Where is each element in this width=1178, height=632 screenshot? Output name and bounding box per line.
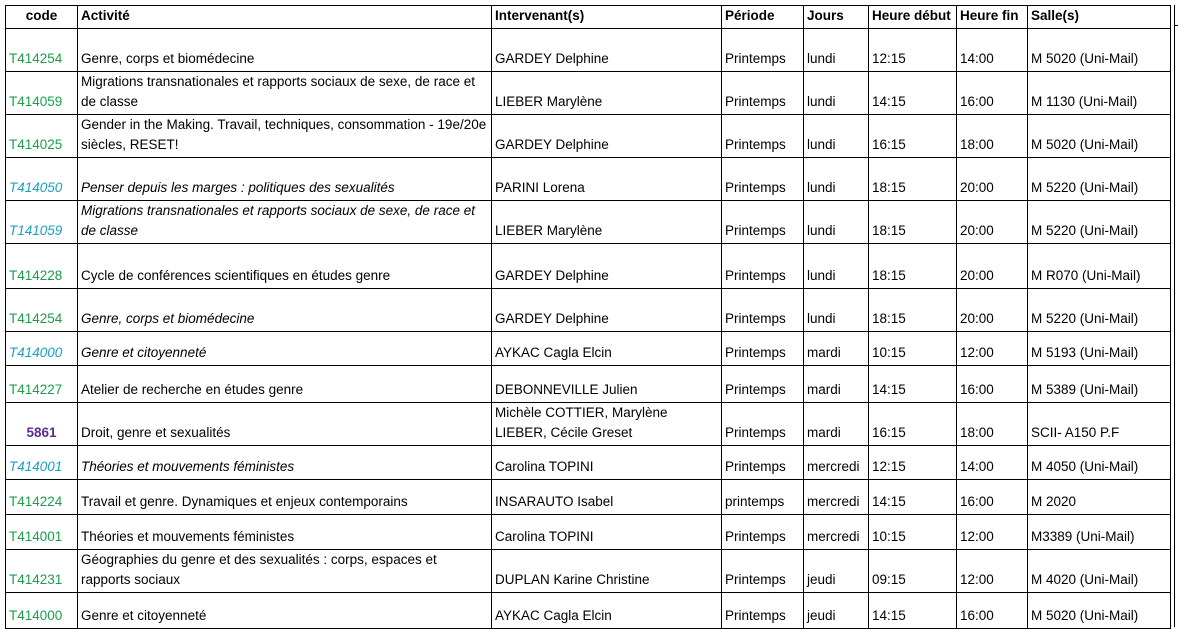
header-heure-fin[interactable]: Heure fin xyxy=(957,6,1028,29)
cell-intervenant[interactable]: Carolina TOPINI xyxy=(492,446,722,480)
cell-heure-fin[interactable]: 16:00 xyxy=(957,480,1028,515)
table-row xyxy=(6,115,1171,158)
cell-periode[interactable]: Printemps xyxy=(722,550,804,593)
cell-periode[interactable]: Printemps xyxy=(722,201,804,244)
cell-heure-debut[interactable]: 12:15 xyxy=(869,29,957,72)
cell-periode[interactable]: Printemps xyxy=(722,366,804,403)
table-row xyxy=(6,289,1171,332)
cell-periode[interactable]: Printemps xyxy=(722,289,804,332)
table-row xyxy=(6,593,1171,629)
cell-salle[interactable]: M 2020 xyxy=(1028,480,1171,515)
cell-activite[interactable]: Genre et citoyenneté xyxy=(78,332,492,366)
cell-code[interactable]: T414000 xyxy=(6,332,78,366)
cell-periode[interactable]: Printemps xyxy=(722,446,804,480)
cell-code[interactable]: T414001 xyxy=(6,446,78,480)
cell-jours[interactable]: lundi xyxy=(804,29,869,72)
cell-code[interactable]: T414228 xyxy=(6,244,78,289)
cell-heure-fin[interactable]: 18:00 xyxy=(957,403,1028,446)
cell-jours[interactable]: mercredi xyxy=(804,515,869,550)
cell-jours[interactable]: lundi xyxy=(804,289,869,332)
cell-heure-fin[interactable]: 16:00 xyxy=(957,72,1028,115)
cell-intervenant[interactable]: DUPLAN Karine Christine xyxy=(492,550,722,593)
cell-heure-debut[interactable]: 10:15 xyxy=(869,332,957,366)
cell-activite[interactable]: Géographies du genre et des sexualités : corps, espaces et rapports sociaux xyxy=(78,550,492,593)
cell-code[interactable]: T414254 xyxy=(6,289,78,332)
table-row xyxy=(6,550,1171,593)
cell-code[interactable]: T414231 xyxy=(6,550,78,593)
cell-jours[interactable]: mardi xyxy=(804,332,869,366)
cell-activite[interactable]: Théories et mouvements féministes xyxy=(78,446,492,480)
cell-jours[interactable]: lundi xyxy=(804,158,869,201)
cell-heure-debut[interactable]: 16:15 xyxy=(869,403,957,446)
cell-intervenant[interactable]: Carolina TOPINI xyxy=(492,515,722,550)
cell-heure-debut[interactable]: 14:15 xyxy=(869,593,957,629)
cell-salle[interactable]: M 5220 (Uni-Mail) xyxy=(1028,289,1171,332)
cell-heure-fin[interactable]: 12:00 xyxy=(957,515,1028,550)
cell-salle[interactable]: M 5193 (Uni-Mail) xyxy=(1028,332,1171,366)
cell-jours[interactable]: lundi xyxy=(804,244,869,289)
cell-jours[interactable]: mardi xyxy=(804,366,869,403)
cell-heure-fin[interactable]: 16:00 xyxy=(957,593,1028,629)
cell-intervenant[interactable]: GARDEY Delphine xyxy=(492,29,722,72)
cell-heure-debut[interactable]: 14:15 xyxy=(869,480,957,515)
cell-activite[interactable]: Atelier de recherche en études genre xyxy=(78,366,492,403)
cell-salle[interactable]: M 1130 (Uni-Mail) xyxy=(1028,72,1171,115)
cell-heure-fin[interactable]: 20:00 xyxy=(957,201,1028,244)
cell-jours[interactable]: lundi xyxy=(804,115,869,158)
cell-salle[interactable]: SCII- A150 P.F xyxy=(1028,403,1171,446)
cell-intervenant[interactable]: INSARAUTO Isabel xyxy=(492,480,722,515)
cell-salle[interactable]: M 5220 (Uni-Mail) xyxy=(1028,201,1171,244)
cell-salle[interactable]: M3389 (Uni-Mail) xyxy=(1028,515,1171,550)
cell-salle[interactable]: M 5220 (Uni-Mail) xyxy=(1028,158,1171,201)
cell-jours[interactable]: jeudi xyxy=(804,550,869,593)
cell-salle[interactable]: M 4020 (Uni-Mail) xyxy=(1028,550,1171,593)
cell-periode[interactable]: Printemps xyxy=(722,332,804,366)
cell-heure-fin[interactable]: 12:00 xyxy=(957,332,1028,366)
cell-activite[interactable]: Genre, corps et biomédecine xyxy=(78,289,492,332)
table-row xyxy=(6,403,1171,446)
cell-heure-debut[interactable]: 09:15 xyxy=(869,550,957,593)
header-salle[interactable]: Salle(s) xyxy=(1028,6,1171,29)
cell-code[interactable]: T141059 xyxy=(6,201,78,244)
cell-heure-fin[interactable]: 18:00 xyxy=(957,115,1028,158)
cell-periode[interactable]: Printemps xyxy=(722,72,804,115)
cell-code[interactable]: T414224 xyxy=(6,480,78,515)
cell-salle[interactable]: M 5389 (Uni-Mail) xyxy=(1028,366,1171,403)
header-activite[interactable]: Activité xyxy=(78,6,492,29)
cell-heure-debut[interactable]: 12:15 xyxy=(869,446,957,480)
cell-heure-debut[interactable]: 16:15 xyxy=(869,115,957,158)
cell-intervenant[interactable]: AYKAC Cagla Elcin xyxy=(492,593,722,629)
cell-periode[interactable]: Printemps xyxy=(722,244,804,289)
course-schedule-table xyxy=(5,5,1171,629)
header-intervenant[interactable]: Intervenant(s) xyxy=(492,6,722,29)
cell-heure-fin[interactable]: 20:00 xyxy=(957,158,1028,201)
cell-heure-fin[interactable]: 20:00 xyxy=(957,289,1028,332)
cell-salle[interactable]: M 4050 (Uni-Mail) xyxy=(1028,446,1171,480)
cell-activite[interactable]: Migrations transnationales et rapports sociaux de sexe, de race et de classe xyxy=(78,72,492,115)
cell-code[interactable]: T414001 xyxy=(6,515,78,550)
table-body xyxy=(6,29,1171,629)
table-row xyxy=(6,446,1171,480)
cell-code[interactable]: T414025 xyxy=(6,115,78,158)
cell-jours[interactable]: lundi xyxy=(804,72,869,115)
cell-heure-fin[interactable]: 16:00 xyxy=(957,366,1028,403)
cell-code[interactable]: 5861 xyxy=(6,403,78,446)
cell-salle[interactable]: M R070 (Uni-Mail) xyxy=(1028,244,1171,289)
cell-periode[interactable]: printemps xyxy=(722,480,804,515)
table-row xyxy=(6,332,1171,366)
table-row xyxy=(6,480,1171,515)
cell-periode[interactable]: Printemps xyxy=(722,158,804,201)
table-row xyxy=(6,244,1171,289)
cell-salle[interactable]: M 5020 (Uni-Mail) xyxy=(1028,593,1171,629)
cell-activite[interactable]: Genre et citoyenneté xyxy=(78,593,492,629)
cell-intervenant[interactable]: PARINI Lorena xyxy=(492,158,722,201)
cell-heure-debut[interactable]: 18:15 xyxy=(869,244,957,289)
header-row xyxy=(6,6,1171,29)
cell-intervenant[interactable]: AYKAC Cagla Elcin xyxy=(492,332,722,366)
cell-activite[interactable]: Gender in the Making. Travail, techniques, consommation - 19e/20e siècles, RESET! xyxy=(78,115,492,158)
cell-activite[interactable]: Travail et genre. Dynamiques et enjeux contemporains xyxy=(78,480,492,515)
cell-activite[interactable]: Genre, corps et biomédecine xyxy=(78,29,492,72)
table-row xyxy=(6,515,1171,550)
cell-jours[interactable]: jeudi xyxy=(804,593,869,629)
cell-heure-debut[interactable]: 18:15 xyxy=(869,289,957,332)
cell-salle[interactable]: M 5020 (Uni-Mail) xyxy=(1028,115,1171,158)
cell-code[interactable]: T414000 xyxy=(6,593,78,629)
cell-heure-fin[interactable]: 14:00 xyxy=(957,29,1028,72)
header-jours[interactable]: Jours xyxy=(804,6,869,29)
cell-periode[interactable]: Printemps xyxy=(722,403,804,446)
cell-activite[interactable]: Cycle de conférences scientifiques en études genre xyxy=(78,244,492,289)
cell-intervenant[interactable]: LIEBER Marylène xyxy=(492,72,722,115)
cell-activite[interactable]: Théories et mouvements féministes xyxy=(78,515,492,550)
cell-intervenant[interactable]: DEBONNEVILLE Julien xyxy=(492,366,722,403)
cell-heure-debut[interactable]: 18:15 xyxy=(869,158,957,201)
cell-intervenant[interactable]: GARDEY Delphine xyxy=(492,289,722,332)
table-row xyxy=(6,72,1171,115)
cell-intervenant[interactable]: GARDEY Delphine xyxy=(492,244,722,289)
cell-code[interactable]: T414059 xyxy=(6,72,78,115)
header-code[interactable]: code xyxy=(6,6,78,29)
cell-jours[interactable]: mercredi xyxy=(804,446,869,480)
cell-intervenant[interactable]: Michèle COTTIER, Marylène LIEBER, Cécile Greset xyxy=(492,403,722,446)
cell-activite[interactable]: Penser depuis les marges : politiques des sexualités xyxy=(78,158,492,201)
cell-periode[interactable]: Printemps xyxy=(722,115,804,158)
header-periode[interactable]: Période xyxy=(722,6,804,29)
header-heure-debut[interactable]: Heure début xyxy=(869,6,957,29)
cell-periode[interactable]: Printemps xyxy=(722,29,804,72)
cell-heure-debut[interactable]: 14:15 xyxy=(869,366,957,403)
cell-periode[interactable]: Printemps xyxy=(722,593,804,629)
cell-activite[interactable]: Droit, genre et sexualités xyxy=(78,403,492,446)
cell-heure-fin[interactable]: 20:00 xyxy=(957,244,1028,289)
cell-heure-fin[interactable]: 14:00 xyxy=(957,446,1028,480)
table-row xyxy=(6,29,1171,72)
cell-heure-debut[interactable]: 14:15 xyxy=(869,72,957,115)
next-column-edge xyxy=(1174,5,1178,627)
cell-intervenant[interactable]: LIEBER Marylène xyxy=(492,201,722,244)
cell-code[interactable]: T414227 xyxy=(6,366,78,403)
table-row xyxy=(6,201,1171,244)
cell-heure-debut[interactable]: 10:15 xyxy=(869,515,957,550)
cell-periode[interactable]: Printemps xyxy=(722,515,804,550)
cell-jours[interactable]: mardi xyxy=(804,403,869,446)
cell-intervenant[interactable]: GARDEY Delphine xyxy=(492,115,722,158)
cell-heure-debut[interactable]: 18:15 xyxy=(869,201,957,244)
cell-code[interactable]: T414050 xyxy=(6,158,78,201)
cell-code[interactable]: T414254 xyxy=(6,29,78,72)
cell-salle[interactable]: M 5020 (Uni-Mail) xyxy=(1028,29,1171,72)
cell-heure-fin[interactable]: 12:00 xyxy=(957,550,1028,593)
table-row xyxy=(6,366,1171,403)
cell-jours[interactable]: mercredi xyxy=(804,480,869,515)
table-row xyxy=(6,158,1171,201)
cell-activite[interactable]: Migrations transnationales et rapports sociaux de sexe, de race et de classe xyxy=(78,201,492,244)
cell-jours[interactable]: lundi xyxy=(804,201,869,244)
